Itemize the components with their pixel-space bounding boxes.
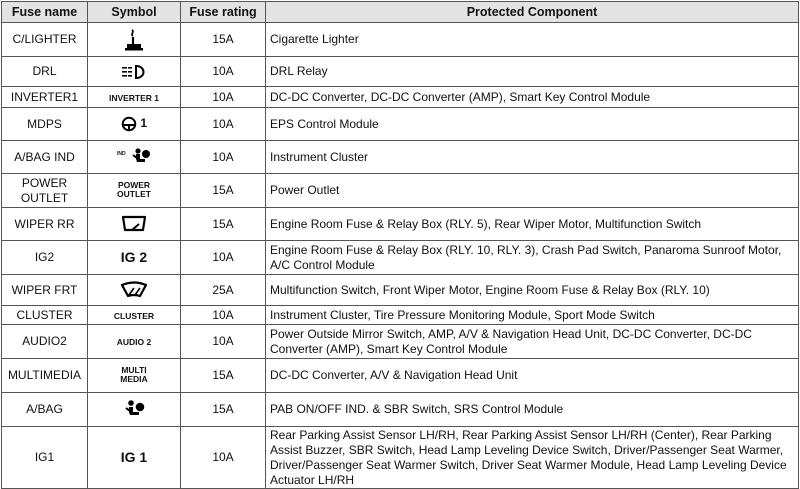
protected-component: Instrument Cluster, Tire Pressure Monitoring Module, Sport Mode Switch [266,306,799,325]
fuse-name: A/BAG [2,393,88,427]
symbol-label: 1 [140,116,148,131]
fuse-name: A/BAG IND [2,141,88,174]
table-row [2,108,799,141]
fuse-symbol [88,108,181,141]
header-protected-component: Protected Component [266,2,799,23]
fuse-symbol [88,359,181,393]
symbol-label: IND [117,151,126,157]
protected-component: Power Outside Mirror Switch, AMP, A/V & Navigation Head Unit, DC-DC Converter, DC-DC Converter (AMP), Smart Key Control Module [266,325,799,359]
fuse-name: WIPER RR [2,208,88,241]
table-row [2,141,799,174]
protected-component: Multifunction Switch, Front Wiper Motor, Engine Room Fuse & Relay Box (RLY. 10) [266,275,799,306]
symbol-label: IG 1 [120,448,148,465]
protected-component: DC-DC Converter, A/V & Navigation Head Unit [266,359,799,393]
header-fuse-rating: Fuse rating [181,2,266,23]
symbol-label: CLUSTER [113,310,155,321]
fuse-rating: 10A [181,241,266,275]
fuse-rating: 10A [181,306,266,325]
symbol-label: AUDIO 2 [116,337,152,347]
fuse-rating: 10A [181,87,266,108]
header-row [2,2,799,23]
protected-component: Rear Parking Assist Sensor LH/RH, Rear Parking Assist Sensor LH/RH (Center), Rear Parking Assist Buzzer, SBR Switch, Head Lamp Leveling Device Switch, Driver/Passenger Seat Warmer, Driver/Passenger Seat Warmer Switch, Driver Seat Warmer Module, Head Lamp Leveling Device Actuator LH/RH [266,427,799,489]
fuse-name: INVERTER1 [2,87,88,108]
rear-wiper-icon [120,214,148,234]
fuse-name: IG2 [2,241,88,275]
fuse-symbol [88,393,181,427]
fuse-symbol [88,23,181,57]
fuse-name: AUDIO2 [2,325,88,359]
cigarette-lighter-icon [121,27,147,53]
symbol-label: IG 2 [120,248,148,265]
table-row [2,241,799,275]
protected-component: Engine Room Fuse & Relay Box (RLY. 5), Rear Wiper Motor, Multifunction Switch [266,208,799,241]
fuse-name: CLUSTER [2,306,88,325]
protected-component: DC-DC Converter, DC-DC Converter (AMP), Smart Key Control Module [266,87,799,108]
fuse-rating: 15A [181,393,266,427]
airbag-indicator-icon [129,147,151,167]
table-row [2,208,799,241]
table-row [2,359,799,393]
fuse-symbol [88,208,181,241]
protected-component: PAB ON/OFF IND. & SBR Switch, SRS Control Module [266,393,799,427]
symbol-label: INVERTER 1 [108,92,160,103]
fuse-name: POWER OUTLET [2,174,88,208]
fuse-name: DRL [2,57,88,87]
table-row [2,275,799,306]
table-row [2,427,799,489]
fuse-name: IG1 [2,427,88,489]
fuse-rating: 15A [181,23,266,57]
fuse-symbol [88,325,181,359]
table-row [2,393,799,427]
fuse-symbol [88,275,181,306]
protected-component: EPS Control Module [266,108,799,141]
fuse-name: MDPS [2,108,88,141]
fuse-symbol [88,87,181,108]
fuse-rating: 10A [181,427,266,489]
fuse-rating: 15A [181,208,266,241]
fuse-symbol [88,306,181,325]
steering-wheel-icon [121,116,137,132]
fuse-rating: 15A [181,359,266,393]
fuse-symbol [88,241,181,275]
front-wiper-icon [120,281,148,299]
table-row [2,23,799,57]
protected-component: Engine Room Fuse & Relay Box (RLY. 10, RLY. 3), Crash Pad Switch, Panaroma Sunroof Motor, A/C Control Module [266,241,799,275]
table-row [2,306,799,325]
airbag-icon [122,399,146,421]
header-fuse-name: Fuse name [2,2,88,23]
table-row [2,57,799,87]
fuse-symbol [88,427,181,489]
fuse-name: MULTIMEDIA [2,359,88,393]
fuse-name: WIPER FRT [2,275,88,306]
fuse-symbol [88,174,181,208]
protected-component: Cigarette Lighter [266,23,799,57]
symbol-label: POWER OUTLET [117,179,151,199]
symbol-label: MULTI MEDIA [120,364,148,384]
drl-lamp-icon [119,64,149,80]
header-symbol: Symbol [88,2,181,23]
fuse-symbol [88,57,181,87]
fuse-rating: 15A [181,174,266,208]
table-row [2,87,799,108]
fuse-table [1,1,799,489]
table-row [2,325,799,359]
fuse-rating: 10A [181,108,266,141]
fuse-name: C/LIGHTER [2,23,88,57]
table-row [2,174,799,208]
fuse-rating: 25A [181,275,266,306]
fuse-rating: 10A [181,57,266,87]
protected-component: Power Outlet [266,174,799,208]
protected-component: DRL Relay [266,57,799,87]
fuse-rating: 10A [181,141,266,174]
fuse-rating: 10A [181,325,266,359]
protected-component: Instrument Cluster [266,141,799,174]
fuse-symbol [88,141,181,174]
